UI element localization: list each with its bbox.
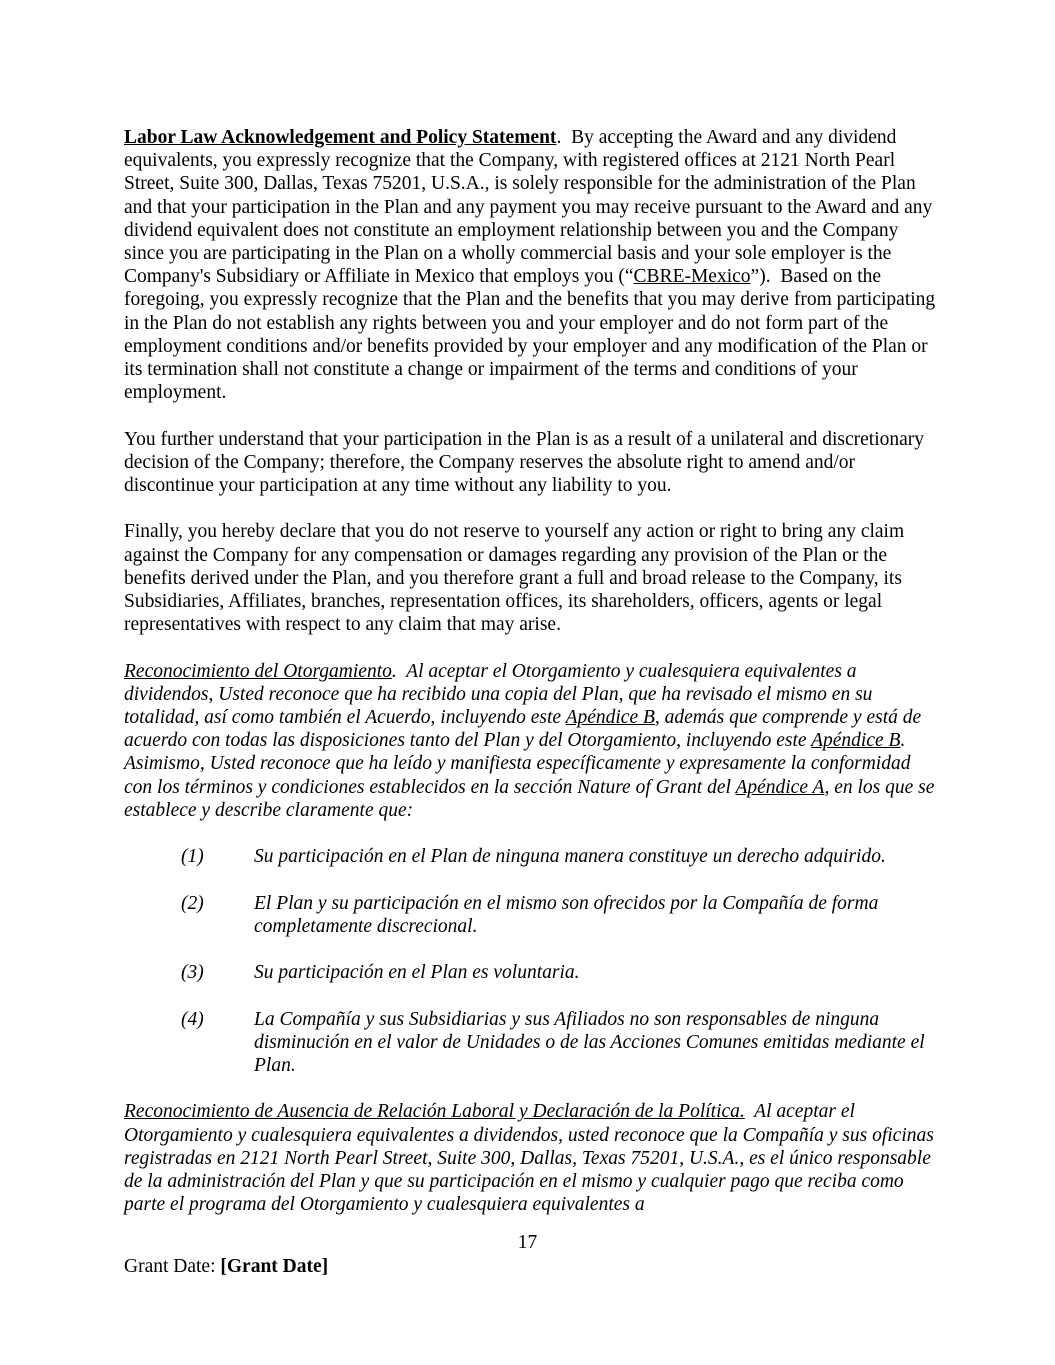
text-run: Apéndice B: [565, 707, 655, 729]
text-run: Labor Law Acknowledgement and Policy Statement: [124, 127, 557, 148]
list-item-number: (1): [181, 846, 204, 868]
text-run: , en los que se establece y describe claramente que:: [124, 776, 940, 821]
text-run: Reconocimiento del Otorgamiento: [124, 660, 392, 682]
text-run: . Al aceptar el Otorgamiento y cualesquiera equivalentes a dividendos, Usted reconoce que ha recibido una copia del Plan, que ha revisado el mismo en su totalidad, así como también el Acuerdo, incluyendo este: [124, 660, 878, 729]
paragraph: [124, 1100, 939, 1216]
text-run: ”). Based on the foregoing, you expressly recognize that the Plan and the benefits that you may derive from participating in the Plan do not establish any rights between you and your employer and do not form part of the employment conditions and/or benefits provided by your employer and any modification of the Plan or its termination shall not constitute a change or impairment of the terms and conditions of your employment.: [124, 266, 941, 404]
text-run: Apéndice B: [811, 730, 901, 752]
list-item-number: (4): [181, 1008, 204, 1030]
text-run: . Asimismo, Usted reconoce que ha leído y manifiesta específicamente y expresamente la conformidad con los términos y condiciones establecidos en la sección Nature of Grant del: [124, 730, 916, 798]
grant-date-value: [Grant Date]: [220, 1256, 329, 1277]
document-body: [124, 126, 941, 1216]
text-run: La Compañía y sus Subsidiarias y sus Afiliados no son responsables de ninguna disminución en el valor de Unidades o de las Acciones Comunes emitidas mediante el Plan.: [254, 1008, 930, 1077]
paragraph: [124, 660, 940, 822]
list-item-number: (3): [181, 962, 204, 984]
list-item-text: [254, 892, 936, 938]
grant-date-line: [124, 1255, 328, 1278]
text-run: . By accepting the Award and any dividend equivalents, you expressly recognize that the Company, with registered offices at 2121 North Pearl Street, Suite 300, Dallas, Texas 75201, U.S.A., is solely responsible for the administration of the Plan and that your participation in the Plan and any payment you may receive pursuant to the Award and any dividend equivalent does not constitute an employment relationship between you and the Company since you are participating in the Plan on a wholly commercial basis and your sole employer is the Company's Subsidiary or Affiliate in Mexico that employs you (“: [124, 127, 938, 288]
text-run: , además que comprende y está de acuerdo con todas las disposiciones tanto del Plan y del Otorgamiento, incluyendo este: [124, 707, 927, 752]
list-item-text: [254, 845, 936, 868]
list-item-number: (2): [181, 892, 204, 914]
text-run: CBRE-Mexico: [633, 266, 751, 288]
list-item: [181, 892, 936, 938]
paragraph: [124, 126, 941, 404]
grant-date-label: Grant Date:: [124, 1256, 221, 1277]
text-run: Su participación en el Plan es voluntaria.: [254, 962, 580, 984]
text-run: Apéndice A: [735, 776, 825, 798]
list-item: [181, 845, 936, 868]
text-run: You further understand that your participation in the Plan is as a result of a unilateral and discretionary decision of the Company; therefore, the Company reserves the absolute right to amend and/or discontinue your participation at any time without any liability to you.: [124, 428, 929, 497]
paragraph: [124, 428, 936, 498]
list-item: [181, 1008, 936, 1078]
page-number: 17: [517, 1232, 538, 1253]
paragraph: [124, 520, 936, 636]
text-run: El Plan y su participación en el mismo son ofrecidos por la Compañía de forma completamente discrecional.: [254, 892, 884, 937]
text-run: Finally, you hereby declare that you do not reserve to yourself any action or right to bring any claim against the Company for any compensation or damages regarding any provision of the Plan or the benefits derived under the Plan, and you therefore grant a full and broad release to the Company, its Subsidiaries, Affiliates, branches, representation offices, its shareholders, officers, agents or legal representatives with respect to any claim that may arise.: [124, 521, 910, 636]
list-item-text: [254, 961, 936, 984]
list-item-text: [254, 1008, 936, 1078]
text-run: Su participación en el Plan de ninguna manera constituye un derecho adquirido.: [254, 846, 886, 868]
list-item: [181, 961, 936, 984]
text-run: Reconocimiento de Ausencia de Relación Laboral y Declaración de la Política.: [124, 1101, 745, 1123]
text-run: Al aceptar el Otorgamiento y cualesquiera equivalentes a dividendos, usted reconoce que la Compañía y sus oficinas registradas en 2121 North Pearl Street, Suite 300, Dallas, Texas 75201, U.S.A., es el único responsable de la administración del Plan y que su participación en el mismo y cualquier pago que reciba como parte el programa del Otorgamiento y cualesquiera equivalentes a: [124, 1101, 939, 1216]
